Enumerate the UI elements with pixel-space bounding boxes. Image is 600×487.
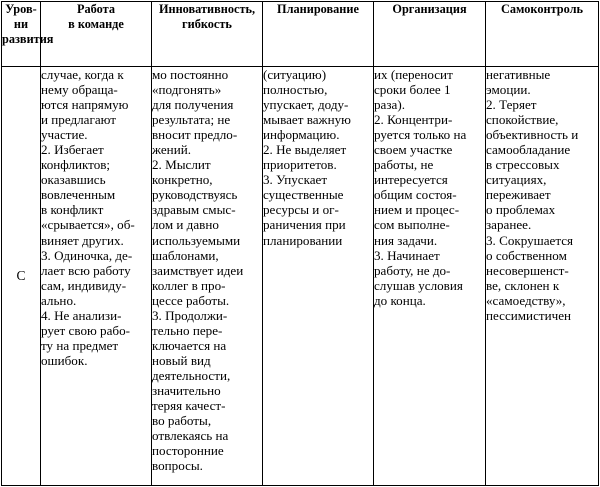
text-line: пессимистичен — [486, 307, 572, 323]
text-line: тельно пере- — [152, 322, 223, 338]
text-line: 3. Одиночка, де- — [41, 247, 133, 263]
text-line: рует свою рабо- — [41, 322, 130, 338]
text-line: сроки более 1 — [374, 82, 451, 98]
text-line: новый вид — [152, 352, 211, 368]
level-cell: С — [2, 67, 41, 486]
text-line: негативные — [486, 67, 551, 82]
text-line: вопросы. — [152, 458, 203, 474]
text-line: в команде — [68, 17, 124, 31]
text-line: участие. — [41, 127, 88, 143]
text-line: 3. Сокрушается — [486, 232, 574, 248]
text-line: для получения — [152, 97, 234, 113]
text-line: теряя качест- — [152, 398, 226, 414]
text-line: переживает — [486, 187, 551, 203]
text-line: ошибок. — [41, 352, 88, 368]
text-line: сам, индивиду- — [41, 277, 127, 293]
text-line: конфликтов; — [41, 157, 111, 173]
text-line: в стрессовых — [486, 157, 560, 173]
text-line: 2. Теряет — [486, 97, 537, 113]
text-line: Самоконтроль — [501, 2, 583, 16]
text-line: упускает, доду- — [263, 97, 349, 113]
text-line: в конфликт — [41, 202, 104, 218]
text-line: работы, не — [374, 157, 434, 173]
text-line: планировании — [263, 232, 343, 248]
text-line: раничения при — [263, 217, 346, 233]
planning-cell — [263, 67, 374, 486]
text-line: нему обраща- — [41, 82, 118, 98]
text-line: своем участке — [374, 142, 453, 158]
text-line: их (переносит — [374, 67, 453, 82]
text-line: спокойствие, — [486, 112, 559, 128]
text-line: заранее. — [486, 217, 532, 233]
header-self-control — [486, 2, 599, 67]
teamwork-cell — [41, 67, 152, 486]
text-line: Работа — [77, 2, 115, 16]
text-line: мо постоянно — [152, 67, 229, 82]
text-line: используемыми — [152, 232, 241, 248]
organization-cell — [374, 67, 486, 486]
text-line: ни — [13, 17, 29, 31]
text-line: 2. Мыслит — [152, 157, 211, 173]
text-line: руководствуясь — [152, 187, 238, 203]
text-line: «самоедству», — [486, 292, 566, 308]
text-line: значительно — [152, 382, 221, 398]
text-line: нием и процес- — [374, 202, 460, 218]
text-line: руется только на — [374, 127, 467, 143]
text-line: цессе работы. — [152, 292, 230, 308]
text-line: 2. Концентри- — [374, 112, 453, 128]
competency-table — [1, 1, 599, 486]
header-innovation — [152, 2, 263, 67]
text-line: 2. Избегает — [41, 142, 104, 158]
text-line: самообладание — [486, 142, 571, 158]
self-control-cell — [486, 67, 599, 486]
text-line: «срывается», об- — [41, 217, 135, 233]
text-line: 3. Продолжи- — [152, 307, 228, 323]
text-line: сом выполне- — [374, 217, 450, 233]
text-line: (ситуацию) — [263, 67, 327, 82]
text-line: 3. Начинает — [374, 247, 440, 263]
header-levels — [2, 2, 54, 67]
text-line: жений. — [152, 142, 191, 158]
text-line: деятельности, — [152, 367, 231, 383]
text-line: оказавшись — [41, 172, 106, 188]
text-line: 2. Не выделяет — [263, 142, 347, 158]
text-line: ния задачи. — [374, 232, 438, 248]
text-line: лает всю работу — [41, 262, 131, 278]
text-line: отвлекаясь на — [152, 428, 229, 444]
text-line: гибкость — [182, 17, 232, 31]
text-line: работу, не до- — [374, 262, 451, 278]
text-line: мывает важную — [263, 112, 351, 128]
header-organization — [374, 2, 486, 67]
text-line: «подгонять» — [152, 82, 222, 98]
text-line: Инновативность, — [158, 2, 256, 16]
text-line: лом и давно — [152, 217, 219, 233]
text-line: несовершенст- — [486, 262, 569, 278]
text-line: существенные — [263, 187, 344, 203]
text-line: объективность и — [486, 127, 579, 143]
text-line: 3. Упускает — [263, 172, 328, 188]
text-line: посторонние — [152, 443, 224, 459]
text-line: во работы, — [152, 413, 212, 429]
header-planning — [263, 2, 374, 67]
text-line: ве, склонен к — [486, 277, 560, 293]
text-line: вносит предло- — [152, 127, 238, 143]
text-line: до конца. — [374, 292, 426, 308]
text-line: Планирование — [277, 2, 359, 16]
text-line: ту на предмет — [41, 337, 119, 353]
text-line: информацию. — [263, 127, 340, 143]
text-line: ально. — [41, 292, 77, 308]
header-row — [2, 2, 599, 67]
text-line: вовлеченным — [41, 187, 116, 203]
text-line: интересуется — [374, 172, 448, 188]
text-line: ются напрямую — [41, 97, 129, 113]
text-line: ключается на — [152, 337, 227, 353]
text-line: раза). — [374, 97, 405, 113]
text-line: слушав условия — [374, 277, 463, 293]
text-line: развития — [2, 32, 54, 46]
text-line: шаблонами, — [152, 247, 219, 263]
text-line: случае, когда к — [41, 67, 124, 82]
text-line: полностью, — [263, 82, 328, 98]
text-line: и предлагают — [41, 112, 116, 128]
text-line: приоритетов. — [263, 157, 337, 173]
text-line: о проблемах — [486, 202, 556, 218]
text-line: результата; не — [152, 112, 231, 128]
innovation-cell — [152, 67, 263, 486]
header-teamwork — [41, 2, 152, 67]
text-line: о собственном — [486, 247, 567, 263]
text-line: ситуациях, — [486, 172, 547, 188]
text-line: здравым смыс- — [152, 202, 236, 218]
text-line: виняет других. — [41, 232, 124, 248]
text-line: Уров- — [5, 2, 37, 16]
text-line: ресурсы и ог- — [263, 202, 339, 218]
table-row — [2, 67, 599, 486]
text-line: Организация — [392, 2, 467, 16]
text-line: 4. Не анализи- — [41, 307, 122, 323]
text-line: коллег в про- — [152, 277, 226, 293]
text-line: эмоции. — [486, 82, 531, 98]
text-line: общим состоя- — [374, 187, 457, 203]
text-line: заимствует идеи — [152, 262, 244, 278]
text-line: конкретно, — [152, 172, 213, 188]
